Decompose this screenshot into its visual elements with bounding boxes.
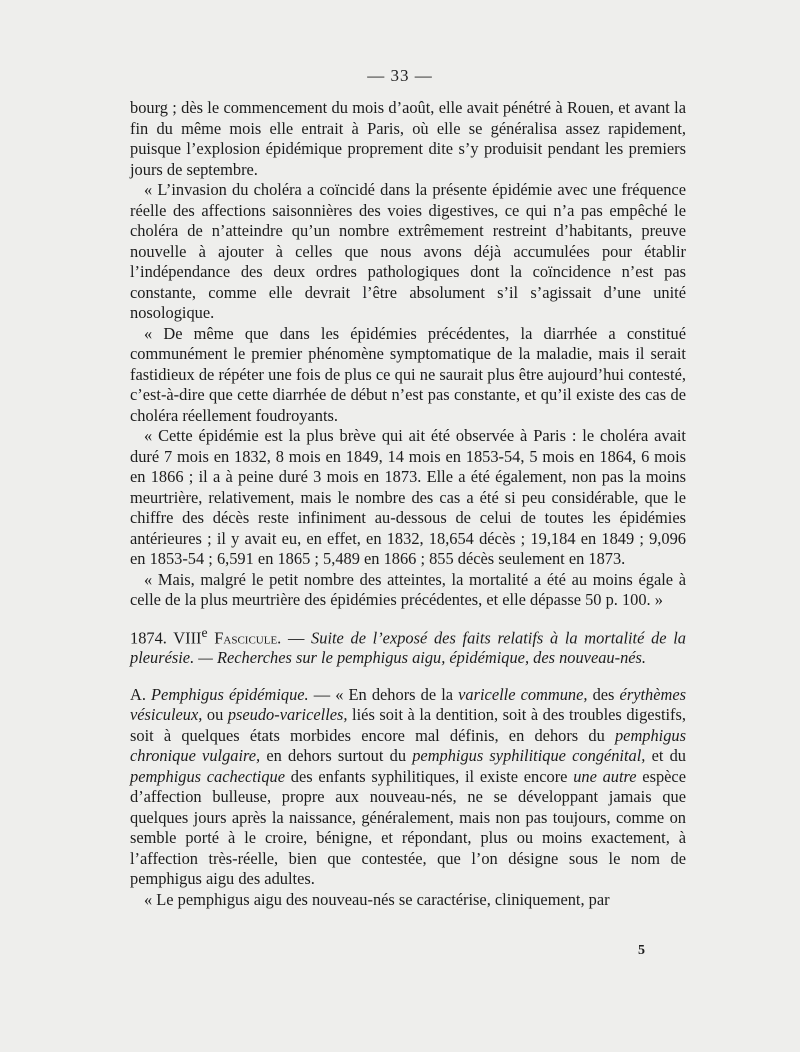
signature-mark: 5 [638,943,645,958]
fascicule-dash: — [281,627,312,647]
pemph-text-2: — « En dehors de la [308,684,459,704]
paragraph-pemphigus [130,685,686,890]
paragraph-diarrhea: « De même que dans les épidémies précédentes, la diarrhée a constitué communément le premier phénomène symptomatique de la maladie, mais il serait fastidieux de répéter une fois de plus ce qui ne saurait plus être aujourd’hui contesté, c’est-à-dire que cette diarrhée de début n’est pas constante, et qu’il existe des cas de choléra réellement foudroyants. [130,323,686,425]
fascicule-heading [130,623,686,669]
pemph-text-3: des [587,684,620,704]
fascicule-year: 1874. VIII [130,627,202,647]
fascicule-title: Suite de l’exposé des faits relatifs à la mortalité de la pleurésie. — Recherches sur le pemphigus aigu, épidémique, des nouveau-nés. [130,627,686,668]
paragraph-cholera-invasion: « L’invasion du choléra a coïncidé dans la présente épidémie avec une fréquence réelle des affections saisonnières des voies digestives, ce qui n’a pas empêché le choléra de n’atteindre qu’un nombre extrêmement restreint d’habitants, preuve nouvelle à ajouter à celles que nous avons déjà accumulées pour établir l’indépendance des deux ordres pathologiques dont la coïncidence n’est pas constante, comme elle devrait l’être absolument s’il s’agissait d’une unité nosologique. [130,180,686,322]
pemph-text-5: liés soit à la dentition, soit à des troubles digestifs, soit à quelques états morbides encore mal définis, en dehors du [130,705,686,745]
pemph-text-8: des enfants syphilitiques, il existe encore [285,766,574,786]
pemph-italic-chronique: pemphigus chronique vulgaire, [130,725,686,766]
paragraph-epidemic-duration: « Cette épidémie est la plus brève qui ait été observée à Paris : le choléra avait duré 7 mois en 1832, 8 mois en 1849, 14 mois en 1853-54, 5 mois en 1864, 6 mois en 1866 ; il a à peine duré 3 mois en 1873. Elle a été également, non pas la moins meurtrière, relativement, mais le nombre des cas a été si peu considérable, que le chiffre des décès reste infiniment au-dessous de celui de toutes les épidémies antérieures ; il y avait eu, en effet, en 1832, 18,654 décès ; 19,184 en 1849 ; 9,096 en 1853-54 ; 6,591 en 1865 ; 5,489 en 1866 ; 855 décès seulement en 1873. [130,426,686,568]
pemph-italic-autre: une autre [573,766,637,786]
paragraph-cholera-arrival: bourg ; dès le commencement du mois d’août, elle avait pénétré à Rouen, et avant la fin du même mois elle entrait à Paris, où elle se généralisa assez rapidement, puisque l’explosion épidémique proprement dite s’y produisit pendant les premiers jours de septembre. [130,98,686,179]
pemph-text-1: A. [130,684,152,704]
paragraph-mortality: « Mais, malgré le petit nombre des atteintes, la mortalité a été au moins égale à celle de la plus meurtrière des épidémies précédentes, et elle dépasse 50 p. 100. » [130,569,686,609]
pemph-text-7: et du [645,746,686,766]
fascicule-superscript: e [201,624,208,640]
fascicule-label: Fascicule. [214,627,282,647]
pemph-italic-cachectique: pemphigus cachectique [130,766,286,786]
pemph-italic-erythemes: érythèmes vésiculeux, [130,684,686,725]
pemph-italic-pseudo: pseudo-varicelles, [227,705,348,725]
pemph-italic-heading: Pemphigus épidémique. [151,684,309,704]
paragraph-last-line: « Le pemphigus aigu des nouveau-nés se caractérise, cliniquement, par [144,889,610,909]
pemph-text-4: ou [202,705,228,725]
page-body [130,98,686,910]
pemph-text-9: espèce d’affection bulleuse, propre aux nouveau-nés, ne se développant jamais que quelques jours après la naissance, généralement, mais non pas toujours, comme on semble porté à le croire, bénigne, et répondant, plus ou moins exactement, à l’affection très-réelle, bien que contestée, que l’on désigne sous le nom de pemphigus aigu des adultes. [130,766,686,889]
pemph-italic-syphilitique: pemphigus syphilitique congénital, [412,746,646,766]
pemph-italic-varicelle: varicelle commune, [458,684,588,704]
page-number: — 33 — [367,66,433,85]
pemph-text-6: en dehors surtout du [260,746,413,766]
